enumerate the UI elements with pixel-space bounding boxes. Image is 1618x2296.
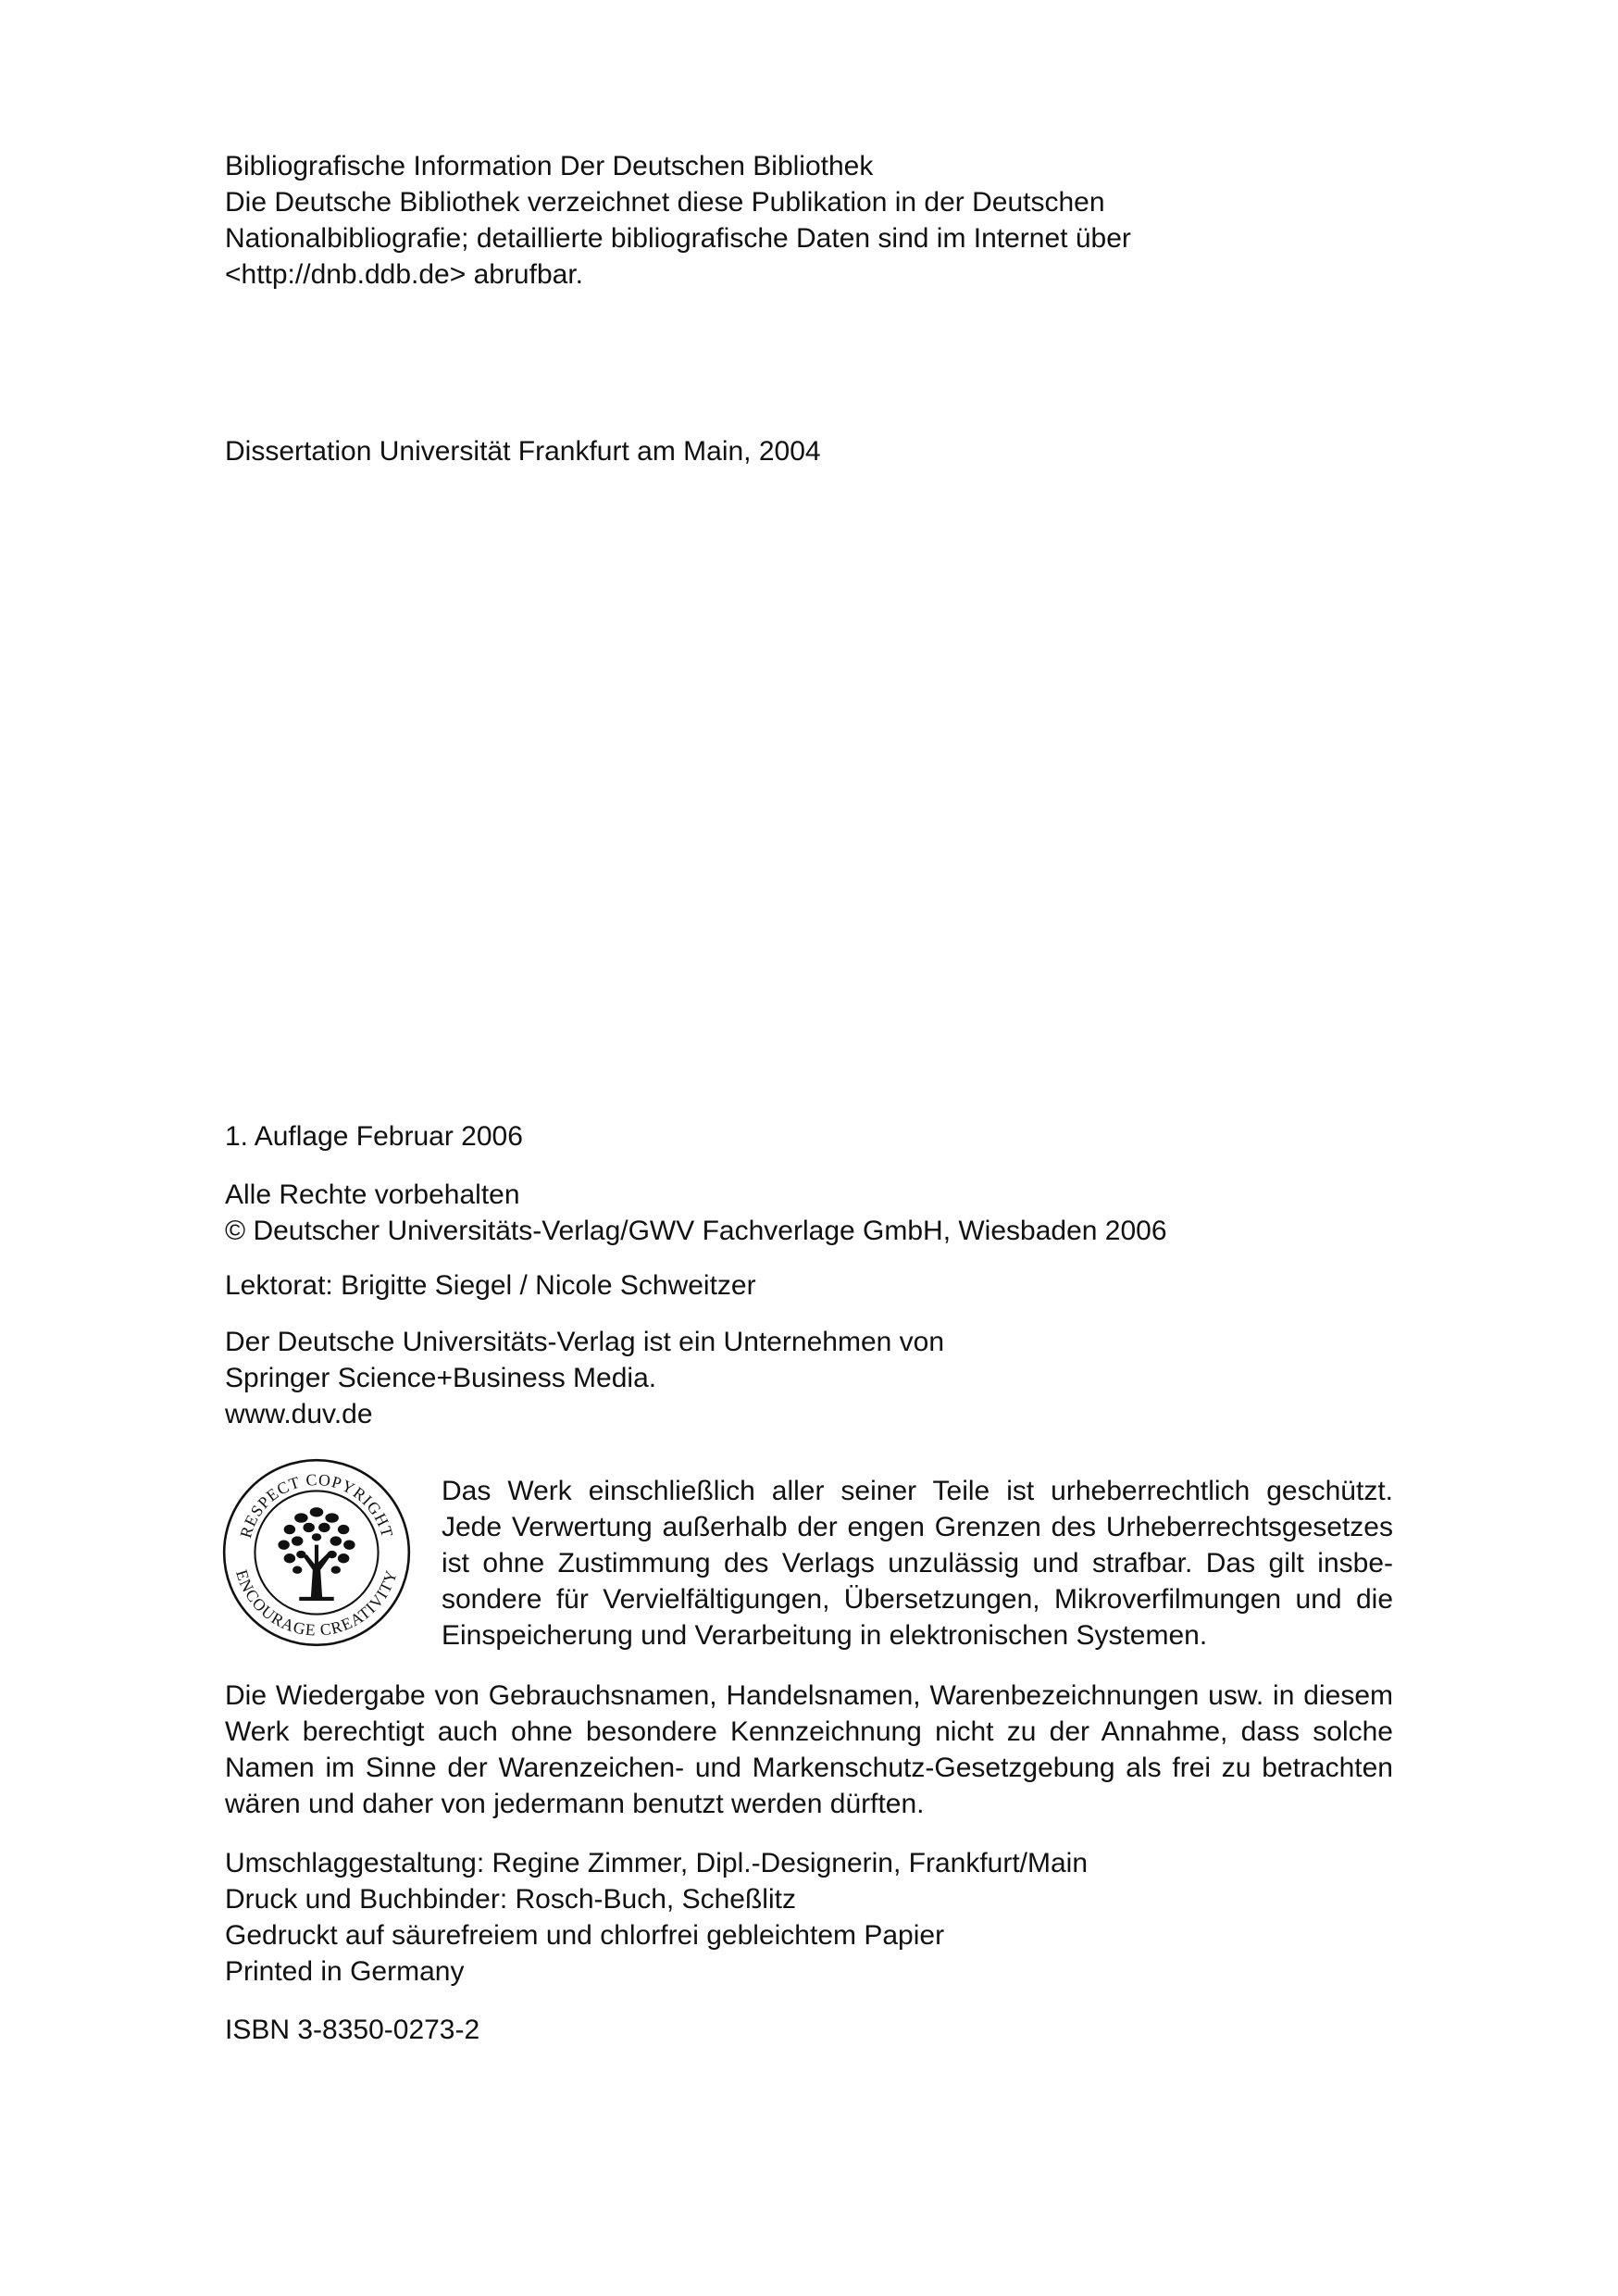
trademark-notice: [225, 1678, 1393, 1822]
bibliographic-info-heading: Bibliografische Information Der Deutschen Bibliothek: [225, 151, 874, 181]
copyright-holder-line: © Deutscher Universitäts-Verlag/GWV Fachverlage GmbH, Wiesbaden 2006: [225, 1216, 1167, 1246]
bibliographic-info-line: Die Deutsche Bibliothek verzeichnet diese Publikation in der Deutschen: [225, 187, 1105, 218]
isbn-note: [225, 2012, 479, 2048]
copyright-notice-line: Das Werk einschließlich aller seiner Teile ist urheberrechtlich geschützt.: [442, 1476, 1393, 1506]
edition-text: 1. Auflage Februar 2006: [225, 1121, 523, 1152]
bibliographic-info-line: Nationalbibliografie; detaillierte bibliografische Daten sind im Internet über: [225, 223, 1131, 254]
cover-design-line: Umschlaggestaltung: Regine Zimmer, Dipl.-Designerin, Frankfurt/Main: [225, 1848, 1089, 1878]
publisher-note: [225, 1324, 944, 1432]
copyright-notice-line: sondere für Vervielfältigungen, Übersetzungen, Mikroverfilmungen und die: [442, 1584, 1393, 1615]
bibliographic-info-line: <http://dnb.ddb.de> abrufbar.: [225, 259, 583, 290]
copyright-notice: [442, 1473, 1393, 1653]
bibliographic-info: [225, 148, 1131, 293]
copyright-notice-line: Jede Verwertung außerhalb der engen Grenzen des Urheberrechtsgesetzes: [442, 1512, 1393, 1542]
publisher-line: Der Deutsche Universitäts-Verlag ist ein Unternehmen von: [225, 1327, 945, 1357]
paper-line: Gedruckt auf säurefreiem und chlorfrei gebleichtem Papier: [225, 1920, 945, 1951]
copyright-notice-line: Einspeicherung und Verarbeitung in elektronischen Systemen.: [442, 1620, 1208, 1651]
publisher-website: www.duv.de: [225, 1399, 373, 1429]
dissertation-note: [225, 433, 821, 469]
trademark-notice-line: wären und daher von jedermann benutzt werden dürften.: [225, 1789, 925, 1819]
isbn-text: ISBN 3-8350-0273-2: [225, 2015, 480, 2045]
dissertation-text: Dissertation Universität Frankfurt am Main, 2004: [225, 436, 821, 467]
trademark-notice-line: Werk berechtigt auch ohne besondere Kennzeichnung nicht zu der Annahme, dass solche: [225, 1716, 1393, 1747]
trademark-notice-line: Die Wiedergabe von Gebrauchsnamen, Handelsnamen, Warenbezeichnungen usw. in diesem: [225, 1680, 1393, 1711]
rights-line: Alle Rechte vorbehalten: [225, 1179, 520, 1210]
edition-note: [225, 1118, 523, 1154]
country-line: Printed in Germany: [225, 1956, 465, 1987]
editors-text: Lektorat: Brigitte Siegel / Nicole Schweitzer: [225, 1270, 756, 1301]
printing-line: Druck und Buchbinder: Rosch-Buch, Scheßlitz: [225, 1884, 796, 1915]
rights-note: [225, 1177, 1167, 1249]
seal-bottom-text: ENCOURAGE CREATIVITY: [232, 1566, 402, 1640]
editors-note: [225, 1267, 756, 1304]
seal-top-text: RESPECT COPYRIGHT: [236, 1469, 397, 1541]
publisher-line: Springer Science+Business Media.: [225, 1363, 657, 1393]
copyright-notice-line: ist ohne Zustimmung des Verlags unzulässig und strafbar. Das gilt insbe-: [442, 1548, 1393, 1578]
trademark-notice-line: Namen im Sinne der Warenzeichen- und Markenschutz-Gesetzgebung als frei zu betrachten: [225, 1753, 1393, 1783]
production-credits: [225, 1845, 1088, 1990]
tree-icon: [278, 1507, 355, 1601]
respect-copyright-seal-icon: [220, 1456, 413, 1649]
